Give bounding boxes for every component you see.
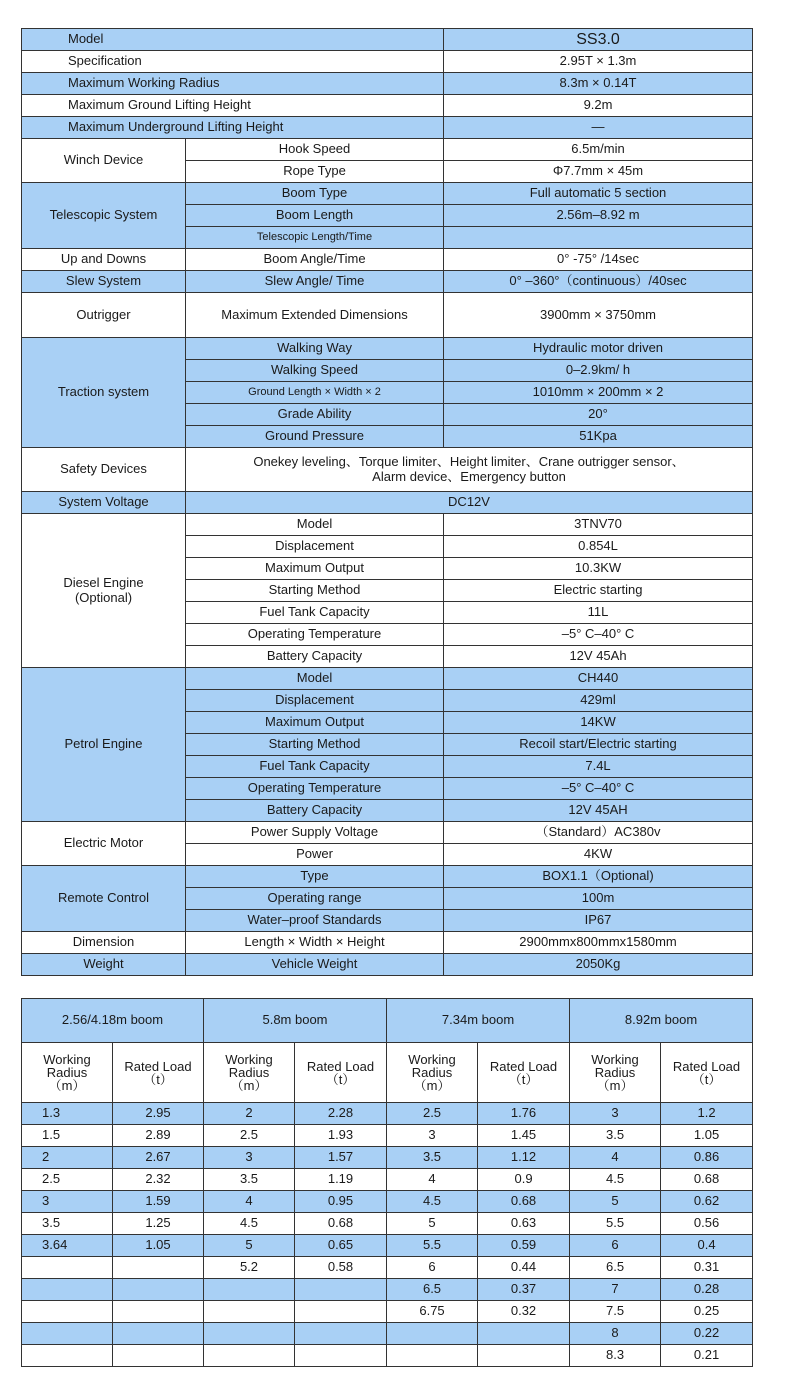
working-radius-cell	[22, 1279, 113, 1301]
rated-load-cell: 1.05	[661, 1125, 753, 1147]
load-chart-row	[22, 1125, 753, 1147]
motor-value: （Standard）AC380v	[444, 822, 753, 844]
working-radius-cell: 6	[570, 1235, 661, 1257]
working-radius-header-line: Radius	[411, 1065, 453, 1080]
traction-item: Ground Length × Width × 2	[186, 382, 444, 404]
rated-load-header	[295, 1043, 387, 1103]
rated-load-cell: 1.19	[295, 1169, 387, 1191]
load-chart-row	[22, 1301, 753, 1323]
rated-load-header-line: Rated Load	[489, 1058, 558, 1074]
working-radius-cell: 8	[570, 1323, 661, 1345]
winch-item: Rope Type	[186, 161, 444, 183]
remote-value: 100m	[444, 888, 753, 910]
traction-item: Walking Speed	[186, 360, 444, 382]
telescopic-item: Boom Length	[186, 205, 444, 227]
rated-load-cell: 1.05	[113, 1235, 204, 1257]
rated-load-header-line: Rated Load	[672, 1058, 741, 1074]
rated-load-cell: 2.28	[295, 1103, 387, 1125]
rated-load-cell	[113, 1257, 204, 1279]
working-radius-header	[387, 1043, 478, 1103]
load-chart-row	[22, 1169, 753, 1191]
dimension-item: Length × Width × Height	[186, 932, 444, 954]
safety-devices-line: Onekey leveling、Torque limiter、Height limiter、Crane outrigger sensor、	[253, 453, 685, 469]
diesel-item: Battery Capacity	[186, 646, 444, 668]
working-radius-cell	[204, 1323, 295, 1345]
petrol-item: Starting Method	[186, 734, 444, 756]
rated-load-cell	[113, 1301, 204, 1323]
working-radius-cell: 3.64	[22, 1235, 113, 1257]
rated-load-header-line: （t）	[325, 1071, 356, 1087]
boom-header: 8.92m boom	[570, 999, 753, 1043]
petrol-item: Battery Capacity	[186, 800, 444, 822]
petrol-item: Fuel Tank Capacity	[186, 756, 444, 778]
load-chart-row	[22, 1147, 753, 1169]
working-radius-cell: 3	[22, 1191, 113, 1213]
diesel-item: Operating Temperature	[186, 624, 444, 646]
working-radius-cell: 4	[204, 1191, 295, 1213]
load-chart-row	[22, 1279, 753, 1301]
working-radius-cell: 4.5	[570, 1169, 661, 1191]
petrol-value: 7.4L	[444, 756, 753, 778]
rated-load-cell	[113, 1345, 204, 1367]
load-chart-row	[22, 1235, 753, 1257]
rated-load-cell: 0.37	[478, 1279, 570, 1301]
telescopic-value: Full automatic 5 section	[444, 183, 753, 205]
diesel-value: –5° C–40° C	[444, 624, 753, 646]
diesel-value: 12V 45Ah	[444, 646, 753, 668]
working-radius-cell: 4	[570, 1147, 661, 1169]
motor-value: 4KW	[444, 844, 753, 866]
rated-load-cell: 1.93	[295, 1125, 387, 1147]
diesel-group-label	[22, 514, 186, 668]
boom-header: 2.56/4.18m boom	[22, 999, 204, 1043]
petrol-item: Displacement	[186, 690, 444, 712]
max-radius-value: 8.3m × 0.14T	[444, 73, 753, 95]
working-radius-cell: 3	[570, 1103, 661, 1125]
rated-load-cell	[478, 1345, 570, 1367]
weight-group-label: Weight	[22, 954, 186, 976]
petrol-value: 14KW	[444, 712, 753, 734]
rated-load-cell: 0.95	[295, 1191, 387, 1213]
working-radius-cell: 6.5	[387, 1279, 478, 1301]
model-value: SS3.0	[444, 29, 753, 51]
safety-devices-line: Alarm device、Emergency button	[372, 468, 566, 484]
rated-load-cell: 0.4	[661, 1235, 753, 1257]
rated-load-cell: 0.28	[661, 1279, 753, 1301]
rated-load-cell: 0.62	[661, 1191, 753, 1213]
rated-load-cell	[295, 1323, 387, 1345]
working-radius-cell: 5	[387, 1213, 478, 1235]
diesel-value: Electric starting	[444, 580, 753, 602]
rated-load-header-line: （t）	[691, 1071, 722, 1087]
rated-load-cell: 1.76	[478, 1103, 570, 1125]
working-radius-cell: 3	[387, 1125, 478, 1147]
working-radius-cell: 4.5	[387, 1191, 478, 1213]
working-radius-header	[570, 1043, 661, 1103]
max-radius-label: Maximum Working Radius	[22, 73, 444, 95]
telescopic-group-label: Telescopic System	[22, 183, 186, 249]
diesel-item: Starting Method	[186, 580, 444, 602]
petrol-item: Operating Temperature	[186, 778, 444, 800]
rated-load-header	[661, 1043, 753, 1103]
working-radius-cell	[204, 1279, 295, 1301]
rated-load-cell: 2.89	[113, 1125, 204, 1147]
rated-load-cell: 0.63	[478, 1213, 570, 1235]
rated-load-header-line: Rated Load	[306, 1058, 375, 1074]
rated-load-cell: 0.68	[661, 1169, 753, 1191]
safety-devices-value	[186, 448, 753, 492]
traction-value: 0–2.9km/ h	[444, 360, 753, 382]
specification-table	[21, 28, 753, 976]
telescopic-item: Telescopic Length/Time	[186, 227, 444, 249]
working-radius-header-line: （m）	[413, 1078, 451, 1093]
remote-item: Water–proof Standards	[186, 910, 444, 932]
rated-load-cell: 0.25	[661, 1301, 753, 1323]
petrol-item: Maximum Output	[186, 712, 444, 734]
working-radius-cell: 4	[387, 1169, 478, 1191]
max-underground-height-value: —	[444, 117, 753, 139]
traction-group-label: Traction system	[22, 338, 186, 448]
traction-item: Walking Way	[186, 338, 444, 360]
slew-value: 0° –360°（continuous）/40sec	[444, 271, 753, 293]
winch-value: 6.5m/min	[444, 139, 753, 161]
working-radius-header-line: Working	[43, 1052, 91, 1067]
rated-load-cell: 0.59	[478, 1235, 570, 1257]
rated-load-cell: 0.68	[478, 1191, 570, 1213]
rated-load-cell: 1.45	[478, 1125, 570, 1147]
motor-group-label: Electric Motor	[22, 822, 186, 866]
working-radius-cell: 3.5	[387, 1147, 478, 1169]
working-radius-cell: 8.3	[570, 1345, 661, 1367]
working-radius-header-line: （m）	[48, 1078, 86, 1093]
outrigger-value: 3900mm × 3750mm	[444, 293, 753, 338]
petrol-group-label: Petrol Engine	[22, 668, 186, 822]
working-radius-header-line: Radius	[594, 1065, 636, 1080]
load-chart-row	[22, 1257, 753, 1279]
working-radius-cell: 6	[387, 1257, 478, 1279]
diesel-item: Model	[186, 514, 444, 536]
rated-load-cell: 0.58	[295, 1257, 387, 1279]
working-radius-cell: 6.75	[387, 1301, 478, 1323]
rated-load-cell: 0.31	[661, 1257, 753, 1279]
working-radius-cell	[204, 1345, 295, 1367]
rated-load-header	[478, 1043, 570, 1103]
specification-label: Specification	[22, 51, 444, 73]
working-radius-cell: 5.5	[570, 1213, 661, 1235]
petrol-value: 429ml	[444, 690, 753, 712]
working-radius-cell: 3.5	[570, 1125, 661, 1147]
rated-load-cell	[113, 1323, 204, 1345]
rated-load-cell: 0.56	[661, 1213, 753, 1235]
petrol-value: Recoil start/Electric starting	[444, 734, 753, 756]
rated-load-cell	[478, 1323, 570, 1345]
remote-value: IP67	[444, 910, 753, 932]
diesel-group-line: (Optional)	[74, 589, 133, 605]
traction-item: Ground Pressure	[186, 426, 444, 448]
working-radius-cell: 5.2	[204, 1257, 295, 1279]
winch-group-label: Winch Device	[22, 139, 186, 183]
max-ground-height-value: 9.2m	[444, 95, 753, 117]
traction-value: 20°	[444, 404, 753, 426]
load-chart-row	[22, 1103, 753, 1125]
diesel-value: 11L	[444, 602, 753, 624]
max-underground-height-label: Maximum Underground Lifting Height	[22, 117, 444, 139]
rated-load-cell: 0.86	[661, 1147, 753, 1169]
telescopic-value: 2.56m–8.92 m	[444, 205, 753, 227]
working-radius-cell: 1.3	[22, 1103, 113, 1125]
petrol-value: 12V 45AH	[444, 800, 753, 822]
working-radius-cell: 2	[22, 1147, 113, 1169]
working-radius-cell	[22, 1301, 113, 1323]
working-radius-header-line: （m）	[230, 1078, 268, 1093]
rated-load-header	[113, 1043, 204, 1103]
rated-load-cell: 0.44	[478, 1257, 570, 1279]
motor-item: Power	[186, 844, 444, 866]
diesel-group-line: Diesel Engine	[63, 575, 144, 591]
petrol-value: CH440	[444, 668, 753, 690]
subheader-row	[22, 1043, 753, 1103]
voltage-value: DC12V	[186, 492, 753, 514]
rated-load-cell: 1.12	[478, 1147, 570, 1169]
model-label: Model	[22, 29, 444, 51]
dimension-value: 2900mmx800mmx1580mm	[444, 932, 753, 954]
rated-load-cell: 2.32	[113, 1169, 204, 1191]
load-chart-row	[22, 1191, 753, 1213]
diesel-value: 3TNV70	[444, 514, 753, 536]
rated-load-header-line: Rated Load	[124, 1058, 192, 1074]
working-radius-header-line: Working	[408, 1052, 456, 1067]
weight-value: 2050Kg	[444, 954, 753, 976]
working-radius-cell: 5	[570, 1191, 661, 1213]
rated-load-cell: 0.65	[295, 1235, 387, 1257]
petrol-item: Model	[186, 668, 444, 690]
rated-load-header-line: （t）	[508, 1071, 539, 1087]
working-radius-cell: 2	[204, 1103, 295, 1125]
remote-item: Operating range	[186, 888, 444, 910]
max-ground-height-label: Maximum Ground Lifting Height	[22, 95, 444, 117]
working-radius-header-line: Working	[591, 1052, 639, 1067]
updown-value: 0° -75° /14sec	[444, 249, 753, 271]
working-radius-cell: 3.5	[22, 1213, 113, 1235]
rated-load-cell: 1.59	[113, 1191, 204, 1213]
working-radius-cell: 3.5	[204, 1169, 295, 1191]
telescopic-item: Boom Type	[186, 183, 444, 205]
load-chart-row	[22, 1213, 753, 1235]
winch-value: Φ7.7mm × 45m	[444, 161, 753, 183]
working-radius-cell: 5.5	[387, 1235, 478, 1257]
rated-load-cell: 0.32	[478, 1301, 570, 1323]
working-radius-cell	[22, 1323, 113, 1345]
safety-group-label: Safety Devices	[22, 448, 186, 492]
diesel-item: Maximum Output	[186, 558, 444, 580]
dimension-group-label: Dimension	[22, 932, 186, 954]
updown-item: Boom Angle/Time	[186, 249, 444, 271]
working-radius-cell: 7	[570, 1279, 661, 1301]
slew-item: Slew Angle/ Time	[186, 271, 444, 293]
diesel-item: Fuel Tank Capacity	[186, 602, 444, 624]
updown-group-label: Up and Downs	[22, 249, 186, 271]
working-radius-cell: 2.5	[204, 1125, 295, 1147]
remote-item: Type	[186, 866, 444, 888]
working-radius-cell	[22, 1345, 113, 1367]
rated-load-cell: 2.67	[113, 1147, 204, 1169]
outrigger-group-label: Outrigger	[22, 293, 186, 338]
rated-load-cell: 1.25	[113, 1213, 204, 1235]
working-radius-cell: 1.5	[22, 1125, 113, 1147]
rated-load-cell: 0.9	[478, 1169, 570, 1191]
traction-item: Grade Ability	[186, 404, 444, 426]
rated-load-cell: 0.21	[661, 1345, 753, 1367]
telescopic-value	[444, 227, 753, 249]
load-chart-row	[22, 1345, 753, 1367]
working-radius-cell: 2.5	[22, 1169, 113, 1191]
outrigger-item: Maximum Extended Dimensions	[186, 293, 444, 338]
rated-load-cell: 1.57	[295, 1147, 387, 1169]
working-radius-cell: 5	[204, 1235, 295, 1257]
weight-item: Vehicle Weight	[186, 954, 444, 976]
working-radius-header	[22, 1043, 113, 1103]
petrol-value: –5° C–40° C	[444, 778, 753, 800]
working-radius-cell: 2.5	[387, 1103, 478, 1125]
remote-value: BOX1.1（Optional)	[444, 866, 753, 888]
working-radius-header-line: Radius	[46, 1065, 88, 1080]
rated-load-cell	[295, 1345, 387, 1367]
diesel-value: 10.3KW	[444, 558, 753, 580]
traction-value: Hydraulic motor driven	[444, 338, 753, 360]
rated-load-header-line: （t）	[143, 1071, 173, 1087]
voltage-group-label: System Voltage	[22, 492, 186, 514]
winch-item: Hook Speed	[186, 139, 444, 161]
rated-load-cell	[295, 1279, 387, 1301]
working-radius-cell: 7.5	[570, 1301, 661, 1323]
slew-group-label: Slew System	[22, 271, 186, 293]
specification-value: 2.95T × 1.3m	[444, 51, 753, 73]
working-radius-cell: 6.5	[570, 1257, 661, 1279]
boom-header: 7.34m boom	[387, 999, 570, 1043]
working-radius-header-line: Working	[225, 1052, 273, 1067]
working-radius-cell: 3	[204, 1147, 295, 1169]
rated-load-cell: 0.22	[661, 1323, 753, 1345]
working-radius-cell: 4.5	[204, 1213, 295, 1235]
load-chart-table	[21, 998, 753, 1367]
rated-load-cell: 0.68	[295, 1213, 387, 1235]
rated-load-cell	[295, 1301, 387, 1323]
rated-load-cell	[113, 1279, 204, 1301]
boom-header: 5.8m boom	[204, 999, 387, 1043]
diesel-value: 0.854L	[444, 536, 753, 558]
working-radius-cell	[204, 1301, 295, 1323]
working-radius-header-line: Radius	[228, 1065, 270, 1080]
traction-value: 1010mm × 200mm × 2	[444, 382, 753, 404]
working-radius-cell	[387, 1323, 478, 1345]
rated-load-cell: 2.95	[113, 1103, 204, 1125]
working-radius-cell	[22, 1257, 113, 1279]
working-radius-header	[204, 1043, 295, 1103]
working-radius-header-line: （m）	[596, 1078, 634, 1093]
load-chart-row	[22, 1323, 753, 1345]
working-radius-cell	[387, 1345, 478, 1367]
traction-value: 51Kpa	[444, 426, 753, 448]
diesel-item: Displacement	[186, 536, 444, 558]
motor-item: Power Supply Voltage	[186, 822, 444, 844]
remote-group-label: Remote Control	[22, 866, 186, 932]
rated-load-cell: 1.2	[661, 1103, 753, 1125]
